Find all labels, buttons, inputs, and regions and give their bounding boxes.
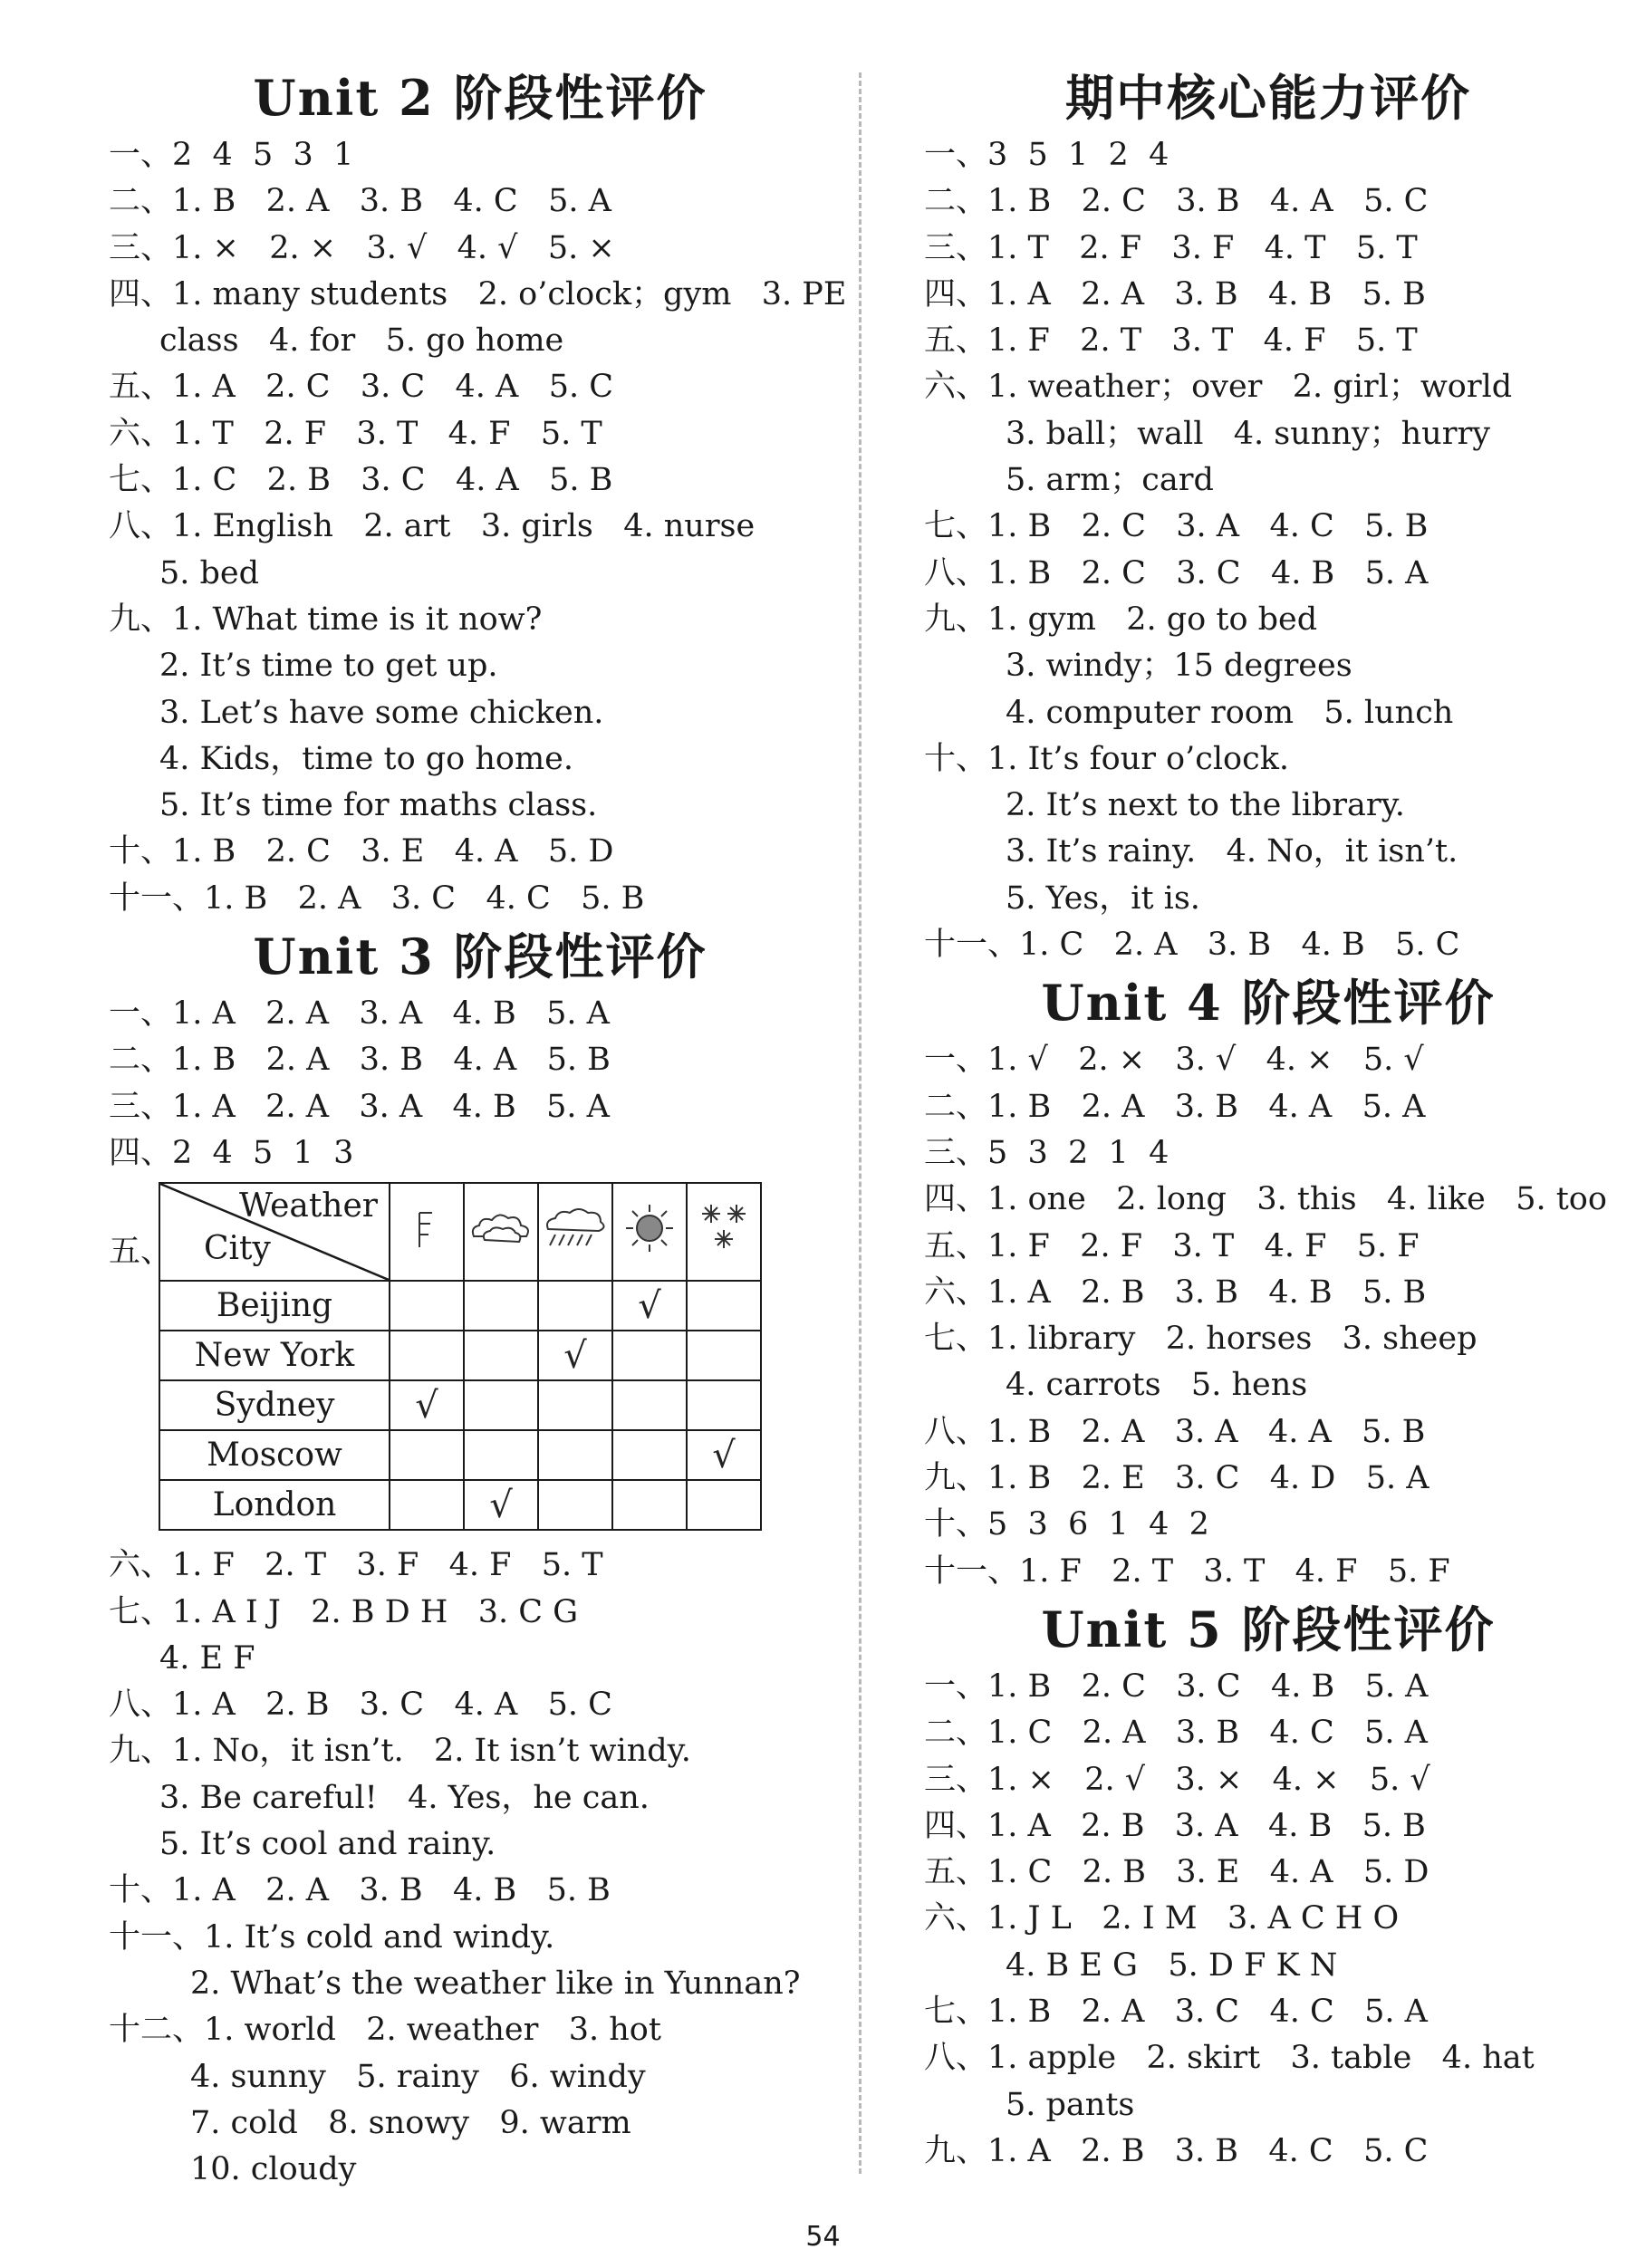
answer-line: 三、1. × 2. × 3. √ 4. √ 5. × (109, 229, 615, 266)
cloudy-icon (464, 1183, 538, 1281)
header-weather: Weather (239, 1187, 378, 1225)
weather-table-section (109, 1182, 852, 1541)
answer-line: 二、1. C 2. A 3. B 4. C 5. A (924, 1715, 1428, 1752)
unit2-answers (109, 132, 852, 922)
answer-line: 五、1. F 2. T 3. T 4. F 5. T (924, 322, 1418, 360)
answer-line: 10. cloudy (190, 2151, 357, 2188)
answer-line: 3. Let’s have some chicken. (159, 694, 604, 731)
column-divider (859, 72, 862, 2174)
table-row (159, 1380, 761, 1430)
check-mark: √ (638, 1284, 661, 1327)
weather-cell (464, 1430, 538, 1480)
weather-cell (464, 1281, 538, 1331)
answer-line: 八、1. English 2. art 3. girls 4. nurse (109, 508, 756, 545)
weather-cell (612, 1380, 687, 1430)
answer-line: 六、1. A 2. B 3. B 4. B 5. B (924, 1273, 1427, 1311)
answer-line: 十一、1. F 2. T 3. T 4. F 5. F (924, 1552, 1450, 1590)
answer-line: 九、1. B 2. E 3. C 4. D 5. A (924, 1460, 1429, 1497)
answer-line: 3. ball；wall 4. sunny；hurry (1006, 415, 1490, 452)
answer-line: 5. pants (1006, 2086, 1135, 2123)
answer-line: 3. It’s rainy. 4. No，it isn’t. (1006, 833, 1458, 870)
answer-line: 十、5 3 6 1 4 2 (924, 1506, 1209, 1543)
answer-line: 四、1. many students 2. o’clock；gym 3. PE (109, 275, 847, 312)
diagonal-header-cell (159, 1183, 390, 1281)
weather-cell (538, 1281, 612, 1331)
answer-line: 八、1. apple 2. skirt 3. table 4. hat (924, 2040, 1535, 2077)
answer-line: 二、1. B 2. A 3. B 4. A 5. A (924, 1088, 1426, 1125)
answer-line: 五、1. F 2. F 3. T 4. F 5. F (924, 1227, 1420, 1264)
answer-line: 一、1. A 2. A 3. A 4. B 5. A (109, 995, 610, 1033)
answer-line: 3. windy；15 degrees (1006, 648, 1352, 685)
city-cell: London (159, 1480, 390, 1530)
answer-line: 九、1. What time is it now? (109, 601, 543, 638)
answer-line: 一、3 5 1 2 4 (924, 137, 1170, 173)
table-row (159, 1430, 761, 1480)
answer-line: 2. It’s next to the library. (1006, 787, 1405, 824)
midterm-answers (924, 132, 1612, 968)
answer-line: 4. E F (159, 1639, 255, 1677)
unit3-answers-top (109, 991, 852, 1177)
answer-line: 4. carrots 5. hens (1006, 1367, 1308, 1404)
answer-line: 十、1. B 2. C 3. E 4. A 5. D (109, 833, 614, 870)
weather-cell (464, 1380, 538, 1430)
answer-line: class 4. for 5. go home (159, 322, 564, 360)
weather-cell (538, 1430, 612, 1480)
answer-line: 十、1. It’s four o’clock. (924, 740, 1290, 777)
answer-line: 八、1. B 2. A 3. A 4. A 5. B (924, 1413, 1426, 1450)
sun-icon (612, 1183, 687, 1281)
unit4-answers (924, 1037, 1612, 1595)
unit4-title: Unit 4 阶段性评价 (1041, 974, 1496, 1033)
answer-line: 四、2 4 5 1 3 (109, 1134, 354, 1171)
weather-cell (612, 1430, 687, 1480)
answer-line: 一、2 4 5 3 1 (109, 137, 354, 173)
answer-line: 六、1. weather；over 2. girl；world (924, 369, 1513, 406)
answer-line: 六、1. F 2. T 3. F 4. F 5. T (109, 1547, 603, 1584)
answer-line: 八、1. B 2. C 3. C 4. B 5. A (924, 554, 1429, 591)
answer-line: 三、1. A 2. A 3. A 4. B 5. A (109, 1088, 610, 1125)
city-cell: Beijing (159, 1281, 390, 1331)
answer-line: 一、1. √ 2. × 3. √ 4. × 5. √ (924, 1042, 1424, 1079)
weather-cell (390, 1331, 464, 1380)
answer-line: 三、1. T 2. F 3. F 4. T 5. T (924, 229, 1418, 266)
table-row (159, 1480, 761, 1530)
answer-line: 九、1. gym 2. go to bed (924, 601, 1318, 638)
midterm-title: 期中核心能力评价 (1065, 69, 1471, 127)
answer-line: 2. What’s the weather like in Yunnan? (190, 1965, 801, 2002)
table-row (159, 1331, 761, 1380)
answer-line: 四、1. A 2. A 3. B 4. B 5. B (924, 275, 1426, 312)
weather-cell (687, 1480, 761, 1530)
answer-line: 一、1. B 2. C 3. C 4. B 5. A (924, 1667, 1429, 1705)
weather-cell (390, 1430, 464, 1480)
unit3-answers-bottom (109, 1542, 852, 2193)
answer-line: 十一、1. C 2. A 3. B 4. B 5. C (924, 927, 1460, 964)
answer-line: 七、1. B 2. A 3. C 4. C 5. A (924, 1993, 1428, 2030)
answer-line: 三、5 3 2 1 4 (924, 1134, 1170, 1171)
page-number: 54 (805, 2221, 841, 2253)
answer-line: 3. Be careful! 4. Yes，he can. (159, 1779, 650, 1816)
answer-line: 二、1. B 2. A 3. B 4. C 5. A (109, 183, 611, 220)
weather-cell (687, 1331, 761, 1380)
table-row (159, 1281, 761, 1331)
weather-cell (538, 1380, 612, 1430)
answer-line: 七、1. library 2. horses 3. sheep (924, 1321, 1478, 1358)
unit3-title: Unit 3 阶段性评价 (253, 927, 707, 986)
header-city: City (204, 1230, 271, 1268)
check-mark: √ (489, 1484, 513, 1526)
answer-line: 七、1. B 2. C 3. A 4. C 5. B (924, 508, 1429, 545)
answer-line: 5. arm；card (1006, 462, 1214, 499)
answer-line: 4. Kids，time to go home. (159, 740, 574, 777)
answer-line: 九、1. A 2. B 3. B 4. C 5. C (924, 2132, 1429, 2169)
answer-line: 七、1. C 2. B 3. C 4. A 5. B (109, 462, 613, 499)
weather-cell (390, 1380, 464, 1430)
weather-cell (612, 1331, 687, 1380)
answer-line: 四、1. one 2. long 3. this 4. like 5. too (924, 1181, 1607, 1218)
rainy-icon (538, 1183, 612, 1281)
right-column (924, 63, 1612, 2175)
answer-line: 4. sunny 5. rainy 6. windy (190, 2058, 646, 2095)
answer-line: 十一、1. B 2. A 3. C 4. C 5. B (109, 879, 645, 917)
weather-cell (538, 1331, 612, 1380)
answer-line: 5. bed (159, 554, 260, 591)
city-cell: New York (159, 1331, 390, 1380)
answer-line: 4. computer room 5. lunch (1006, 694, 1454, 731)
unit5-title: Unit 5 阶段性评价 (1041, 1600, 1496, 1658)
weather-cell (687, 1380, 761, 1430)
weather-cell (464, 1331, 538, 1380)
unit2-title: Unit 2 阶段性评价 (253, 69, 707, 127)
answer-line: 5. It’s time for maths class. (159, 787, 598, 824)
weather-table-body (159, 1281, 761, 1530)
weather-table (159, 1182, 762, 1531)
answer-line: 四、1. A 2. B 3. A 4. B 5. B (924, 1807, 1426, 1844)
answer-line: 六、1. T 2. F 3. T 4. F 5. T (109, 415, 602, 452)
left-column (109, 63, 852, 2193)
answer-line: 二、1. B 2. A 3. B 4. A 5. B (109, 1042, 611, 1079)
city-cell: Moscow (159, 1430, 390, 1480)
weather-cell (612, 1480, 687, 1530)
answer-line: 7. cold 8. snowy 9. warm (190, 2104, 631, 2141)
unit5-answers (924, 1664, 1612, 2175)
snowy-icon (687, 1183, 761, 1281)
answer-line: 2. It’s time to get up. (159, 648, 498, 685)
answer-line: 七、1. A I J 2. B D H 3. C G (109, 1593, 579, 1630)
answer-line: 六、1. J L 2. I M 3. A C H O (924, 1900, 1400, 1937)
check-mark: √ (712, 1434, 736, 1476)
answer-line: 二、1. B 2. C 3. B 4. A 5. C (924, 183, 1429, 220)
sunny-icon (390, 1183, 464, 1281)
table-label: 五、 (109, 1234, 173, 1271)
answer-line: 五、1. A 2. C 3. C 4. A 5. C (109, 369, 613, 406)
weather-cell (612, 1281, 687, 1331)
weather-cell (687, 1281, 761, 1331)
city-cell: Sydney (159, 1380, 390, 1430)
check-mark: √ (563, 1334, 587, 1377)
answer-line: 4. B E G 5. D F K N (1006, 1946, 1338, 1984)
weather-cell (390, 1480, 464, 1530)
check-mark: √ (415, 1384, 438, 1427)
answer-line: 5. Yes，it is. (1006, 879, 1200, 917)
answer-line: 5. It’s cool and rainy. (159, 1826, 496, 1863)
answer-line: 十一、1. It’s cold and windy. (109, 1918, 555, 1956)
answer-line: 三、1. × 2. √ 3. × 4. × 5. √ (924, 1761, 1430, 1798)
table-header-row (159, 1183, 761, 1281)
answer-line: 九、1. No，it isn’t. 2. It isn’t windy. (109, 1733, 691, 1770)
answer-line: 五、1. C 2. B 3. E 4. A 5. D (924, 1854, 1429, 1891)
weather-cell (538, 1480, 612, 1530)
answer-line: 十二、1. world 2. weather 3. hot (109, 2012, 661, 2049)
weather-cell (687, 1430, 761, 1480)
answer-line: 十、1. A 2. A 3. B 4. B 5. B (109, 1872, 611, 1909)
answer-line: 八、1. A 2. B 3. C 4. A 5. C (109, 1687, 612, 1724)
weather-cell (464, 1480, 538, 1530)
weather-cell (390, 1281, 464, 1331)
